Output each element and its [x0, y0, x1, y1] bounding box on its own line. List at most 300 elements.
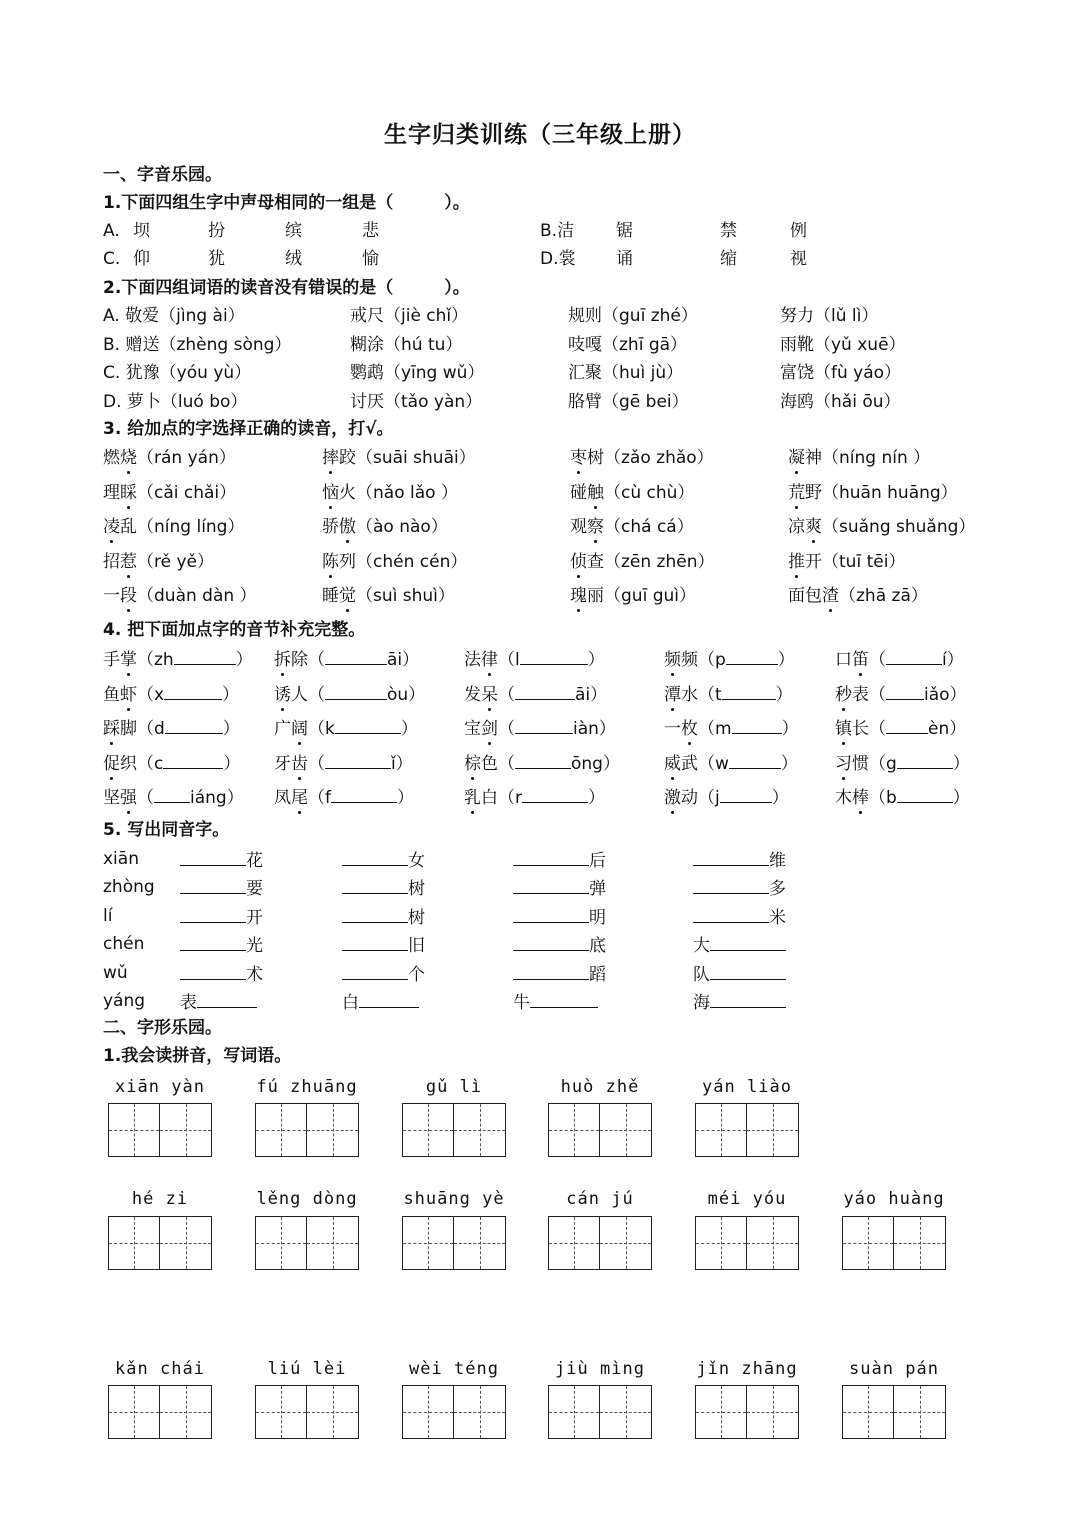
q4-answer-blank[interactable]	[886, 683, 924, 700]
q5-answer-blank[interactable]	[513, 906, 589, 923]
q1-option-cell: 缩	[720, 249, 737, 269]
q2-option-cell: 糊涂（hú tu）	[350, 334, 463, 355]
grid-guide-horizontal	[160, 1243, 211, 1244]
q4-suffix: iǎo）	[924, 684, 967, 705]
dotted-char: 掌	[120, 650, 137, 670]
dotted-char: 面	[788, 586, 805, 606]
q5-item	[180, 906, 263, 928]
q5-item	[180, 963, 263, 985]
pinyin-label: huò zhě	[560, 1077, 640, 1097]
q1-option-cell: 愉	[362, 249, 379, 269]
q4-prefix: （d	[137, 719, 165, 739]
pinyin-label: cán jú	[566, 1189, 634, 1209]
grid-square[interactable]	[256, 1104, 307, 1156]
q4-suffix: ）	[587, 650, 605, 670]
grid-guide-horizontal	[454, 1130, 505, 1131]
grid-square[interactable]	[403, 1104, 454, 1156]
dotted-char: 招	[103, 551, 120, 572]
writing-grid[interactable]	[108, 1385, 212, 1439]
q4-suffix: iáng）	[190, 788, 244, 808]
dotted-char: 凌	[103, 517, 120, 537]
pinyin-label: méi yóu	[707, 1189, 787, 1209]
grid-guide-horizontal	[843, 1243, 893, 1244]
dotted-char: 一	[664, 719, 681, 739]
writing-grid[interactable]	[695, 1103, 799, 1157]
grid-square[interactable]	[454, 1386, 505, 1438]
section-one-heading: 一、字音乐园。	[103, 165, 222, 185]
q3-item	[788, 552, 905, 572]
q4-item	[464, 648, 605, 670]
q4-prefix: （	[498, 684, 515, 705]
q4-item	[103, 648, 253, 670]
dotted-char: 鱼	[103, 684, 120, 705]
dotted-char: 睡	[322, 586, 339, 606]
q3-pinyin-options: （cù chù）	[604, 482, 695, 503]
q5-answer-blank[interactable]	[359, 991, 419, 1008]
grid-square[interactable]	[747, 1217, 798, 1269]
q3-word	[570, 517, 604, 537]
writing-grid[interactable]	[548, 1216, 652, 1270]
q4-word	[464, 685, 498, 705]
writing-grid[interactable]	[255, 1385, 359, 1439]
dotted-char: 凤	[274, 788, 291, 808]
grid-square[interactable]	[256, 1217, 307, 1269]
q5-item	[513, 963, 606, 985]
grid-square[interactable]	[454, 1104, 505, 1156]
pinyin-label: suàn pán	[849, 1359, 939, 1379]
char: 人	[291, 684, 308, 705]
q4-suffix: ）	[400, 719, 418, 739]
q4-suffix: ）	[588, 788, 605, 808]
q4-answer-blank[interactable]	[163, 752, 223, 769]
q5-answer-blank[interactable]	[710, 963, 786, 980]
q5-char: 明	[589, 907, 606, 928]
q4-prefix: （m	[698, 719, 732, 739]
q4-suffix: ）	[223, 753, 241, 774]
dotted-char: 拆	[274, 650, 291, 670]
q4-word	[103, 754, 137, 774]
q4-answer-blank[interactable]	[732, 717, 782, 734]
q4-word	[835, 650, 869, 670]
grid-square[interactable]	[160, 1386, 211, 1438]
q5-answer-blank[interactable]	[530, 991, 598, 1008]
q5-answer-blank[interactable]	[180, 849, 246, 866]
dotted-char: 强	[120, 788, 137, 808]
grid-square[interactable]	[256, 1386, 307, 1438]
q3-word	[788, 448, 822, 468]
q4-answer-blank[interactable]	[165, 717, 223, 734]
q2-option-cell: 戒尺（jiè chǐ）	[350, 306, 469, 326]
char: 色	[481, 753, 498, 774]
q3-word	[788, 517, 822, 537]
q5-char: 树	[408, 879, 425, 900]
q4-answer-blank[interactable]	[722, 683, 776, 700]
pinyin-label: lěng dòng	[256, 1189, 358, 1209]
grid-square[interactable]	[549, 1386, 600, 1438]
grid-square[interactable]	[109, 1104, 160, 1156]
q4-item	[274, 648, 419, 670]
q2-option-cell: 雨靴（yǔ xuē）	[780, 334, 906, 355]
q5-answer-blank[interactable]	[342, 849, 408, 866]
q5-answer-blank[interactable]	[513, 934, 589, 951]
q4-stem: 4. 把下面加点字的音节补充完整。	[103, 620, 366, 640]
writing-grid[interactable]	[402, 1103, 506, 1157]
q5-char: 要	[246, 879, 263, 900]
grid-guide-horizontal	[894, 1412, 945, 1413]
q4-word	[835, 754, 869, 774]
grid-square[interactable]	[600, 1217, 651, 1269]
writing-grid[interactable]	[695, 1385, 799, 1439]
char: 除	[291, 650, 308, 670]
q3-word	[570, 483, 604, 503]
q5-char: 海	[693, 993, 710, 1013]
q3-word	[322, 517, 356, 537]
grid-square[interactable]	[160, 1217, 211, 1269]
q4-answer-blank[interactable]	[520, 648, 588, 665]
q4-word	[274, 685, 308, 705]
q3-word	[103, 586, 137, 606]
q4-suffix: iàn）	[573, 719, 616, 739]
writing-grid[interactable]	[695, 1216, 799, 1270]
q5-item	[513, 877, 606, 899]
writing-grid[interactable]	[402, 1216, 506, 1270]
grid-guide-horizontal	[600, 1412, 651, 1413]
writing-grid[interactable]	[255, 1216, 359, 1270]
q3-item	[322, 586, 455, 606]
dotted-char: 棒	[852, 788, 869, 808]
q2-option-cell: 鹦鹉（yīng wǔ）	[350, 363, 485, 383]
char: 表	[852, 684, 869, 705]
q5-pinyin: yáng	[103, 991, 146, 1011]
dotted-char: 傲	[339, 517, 356, 537]
q5-answer-blank[interactable]	[710, 991, 786, 1008]
grid-square[interactable]	[549, 1217, 600, 1269]
q1-option-cell: 悲	[362, 221, 379, 241]
char: 野	[805, 482, 822, 503]
q3-pinyin-options: （níng nín ）	[822, 448, 931, 468]
q4-prefix: （c	[137, 753, 164, 774]
grid-square[interactable]	[454, 1217, 505, 1269]
q5-item	[693, 906, 786, 928]
grid-guide-horizontal	[843, 1412, 893, 1413]
q4-suffix: ōng）	[571, 753, 620, 774]
q3-pinyin-options: （suāi shuāi）	[356, 448, 476, 468]
char: 神	[805, 448, 822, 468]
grid-square[interactable]	[747, 1104, 798, 1156]
q4-item	[464, 717, 616, 739]
q4-suffix: āi）	[575, 684, 608, 705]
pinyin-label: shuāng yè	[403, 1189, 505, 1209]
q2-option-cell: 吱嘎（zhī gā）	[568, 334, 688, 355]
grid-square[interactable]	[696, 1217, 747, 1269]
q5-answer-blank[interactable]	[693, 906, 769, 923]
q1-option-cell: 视	[790, 249, 807, 269]
dotted-char: 乳	[464, 788, 481, 808]
grid-square[interactable]	[307, 1386, 358, 1438]
dotted-char: 秒	[835, 684, 852, 705]
q5-item	[342, 934, 425, 956]
q4-answer-blank[interactable]	[886, 717, 928, 734]
q5-item	[342, 991, 419, 1013]
dotted-char: 燃	[103, 448, 120, 468]
q3-word	[570, 552, 604, 572]
dotted-char: 木	[835, 788, 852, 808]
q4-answer-blank[interactable]	[515, 752, 571, 769]
q4-prefix: （	[869, 684, 886, 705]
grid-guide-horizontal	[696, 1243, 746, 1244]
q4-item	[664, 648, 795, 670]
q5-answer-blank[interactable]	[180, 934, 246, 951]
q3-pinyin-options: （duàn dàn ）	[137, 586, 257, 606]
q3-item	[103, 586, 257, 606]
q5-item	[693, 991, 786, 1013]
q5-item	[513, 849, 606, 871]
grid-square[interactable]	[843, 1386, 894, 1438]
grid-square[interactable]	[160, 1104, 211, 1156]
dotted-char: 潭	[664, 684, 681, 705]
dotted-char: 广	[274, 719, 291, 739]
dotted-char: 剑	[481, 719, 498, 739]
q4-suffix: ）	[397, 788, 414, 808]
q4-item	[464, 786, 605, 808]
q5-char: 树	[408, 907, 425, 928]
q3-word	[570, 586, 604, 606]
q4-answer-blank[interactable]	[720, 786, 772, 803]
q4-answer-blank[interactable]	[897, 786, 953, 803]
q4-item	[274, 717, 418, 739]
grid-square[interactable]	[307, 1217, 358, 1269]
grid-square[interactable]	[307, 1104, 358, 1156]
grid-square[interactable]	[843, 1217, 894, 1269]
dotted-char: 牙	[274, 753, 291, 774]
q5-item	[342, 963, 425, 985]
q4-prefix: （	[308, 650, 325, 670]
q3-item	[322, 517, 448, 537]
grid-square[interactable]	[403, 1386, 454, 1438]
q4-prefix: （x	[137, 684, 165, 705]
q5-char: 队	[693, 964, 710, 985]
dotted-char: 尾	[291, 788, 308, 808]
q4-answer-blank[interactable]	[154, 786, 190, 803]
dotted-char: 棕	[464, 753, 481, 774]
q5-item	[180, 877, 263, 899]
dotted-char: 宝	[464, 719, 481, 739]
q4-item	[464, 752, 620, 774]
char: 火	[339, 482, 356, 503]
q4-prefix: （	[308, 753, 325, 774]
writing-grid[interactable]	[842, 1216, 946, 1270]
q3-pinyin-options: （zēn zhēn）	[604, 551, 715, 572]
q4-answer-blank[interactable]	[164, 683, 222, 700]
grid-guide-horizontal	[696, 1412, 746, 1413]
q3-pinyin-options: （suì shuì）	[356, 586, 455, 606]
q3-item	[788, 586, 928, 606]
q4-word	[464, 788, 498, 808]
grid-guide-horizontal	[160, 1130, 211, 1131]
q5-answer-blank[interactable]	[342, 934, 408, 951]
writing-grid[interactable]	[108, 1216, 212, 1270]
grid-square[interactable]	[696, 1104, 747, 1156]
q4-answer-blank[interactable]	[174, 648, 236, 665]
grid-guide-horizontal	[109, 1243, 159, 1244]
q2-option-cell: C. 犹豫（yóu yù）	[103, 363, 252, 383]
q3-item	[570, 448, 714, 468]
grid-square[interactable]	[403, 1217, 454, 1269]
q4-prefix: （b	[869, 788, 897, 808]
grid-guide-horizontal	[549, 1412, 599, 1413]
q4-item	[664, 717, 799, 739]
q4-answer-blank[interactable]	[325, 648, 387, 665]
q5-answer-blank[interactable]	[180, 906, 246, 923]
q3-item	[570, 517, 694, 537]
q2-stem: 2.下面四组词语的读音没有错误的是（ ）。	[103, 278, 470, 298]
q1-option-cell: C.	[103, 249, 121, 269]
q3-pinyin-options: （chá cá）	[604, 517, 694, 537]
q5-item	[180, 934, 263, 956]
dotted-char: 包	[805, 586, 822, 606]
grid-square[interactable]	[894, 1386, 945, 1438]
q2-option-cell: 富饶（fù yáo）	[780, 363, 902, 383]
q1-option-cell: 诵	[616, 249, 633, 269]
q4-answer-blank[interactable]	[886, 648, 942, 665]
grid-square[interactable]	[894, 1217, 945, 1269]
q5-answer-blank[interactable]	[180, 877, 246, 894]
q5-char: 牛	[513, 993, 530, 1013]
dotted-char: 律	[481, 650, 498, 670]
q5-answer-blank[interactable]	[342, 877, 408, 894]
q4-prefix: （j	[698, 788, 720, 808]
char: 乱	[120, 517, 137, 537]
section-two-heading: 二、字形乐园。	[103, 1018, 222, 1038]
q2-option-cell: 规则（guī zhé）	[568, 306, 698, 326]
writing-grid[interactable]	[548, 1385, 652, 1439]
grid-square[interactable]	[109, 1386, 160, 1438]
q4-item	[664, 683, 793, 705]
q5-pinyin: wǔ	[103, 962, 128, 983]
q5-answer-blank[interactable]	[513, 963, 589, 980]
dotted-char: 镇	[835, 719, 852, 739]
q4-answer-blank[interactable]	[331, 786, 397, 803]
q3-word	[103, 552, 137, 572]
writing-grid[interactable]	[402, 1385, 506, 1439]
q4-answer-blank[interactable]	[335, 717, 401, 734]
q5-answer-blank[interactable]	[693, 877, 769, 894]
q3-item	[570, 586, 696, 606]
q5-answer-blank[interactable]	[342, 963, 408, 980]
q1-option-cell: 缤	[285, 221, 302, 241]
q5-answer-blank[interactable]	[513, 849, 589, 866]
writing-grid[interactable]	[548, 1103, 652, 1157]
grid-square[interactable]	[600, 1104, 651, 1156]
q4-item	[835, 752, 970, 774]
q3-pinyin-options: （zǎo zhǎo）	[604, 448, 714, 468]
dotted-char: 频	[664, 650, 681, 670]
q4-answer-blank[interactable]	[729, 752, 781, 769]
q4-answer-blank[interactable]	[726, 648, 778, 665]
q5-stem: 5. 写出同音字。	[103, 820, 230, 840]
q4-suffix: ）	[781, 719, 799, 739]
dotted-char: 凝	[788, 448, 805, 468]
q4-answer-blank[interactable]	[325, 683, 387, 700]
q4-suffix: ）	[775, 684, 793, 705]
q5-char: 花	[246, 851, 263, 871]
q4-word	[103, 650, 137, 670]
dotted-char: 侦	[570, 551, 587, 572]
grid-guide-horizontal	[403, 1243, 453, 1244]
q4-answer-blank[interactable]	[515, 683, 575, 700]
q4-word	[103, 685, 137, 705]
pinyin-label: fú zhuāng	[256, 1077, 358, 1097]
q3-pinyin-options: （níng líng）	[137, 517, 245, 537]
writing-grid[interactable]	[108, 1103, 212, 1157]
q5-answer-blank[interactable]	[513, 877, 589, 894]
q5-answer-blank[interactable]	[710, 934, 786, 951]
q4-answer-blank[interactable]	[897, 752, 953, 769]
q4-prefix: （	[308, 684, 325, 705]
pinyin-label: wèi téng	[409, 1359, 499, 1379]
q5-char: 开	[246, 907, 263, 928]
grid-guide-horizontal	[600, 1243, 651, 1244]
dotted-char: 惹	[120, 551, 137, 572]
q4-prefix: （	[498, 753, 515, 774]
q5-answer-blank[interactable]	[197, 991, 257, 1008]
q4-item	[274, 683, 425, 705]
dotted-char: 推	[788, 551, 805, 572]
q4-answer-blank[interactable]	[515, 717, 573, 734]
grid-square[interactable]	[109, 1217, 160, 1269]
q4-prefix: （	[137, 788, 154, 808]
char: 丽	[587, 586, 604, 606]
q2-option-cell: B. 赠送（zhèng sòng）	[103, 334, 292, 355]
q4-word	[274, 788, 308, 808]
grid-guide-horizontal	[454, 1243, 505, 1244]
writing-grid[interactable]	[255, 1103, 359, 1157]
q5-answer-blank[interactable]	[693, 849, 769, 866]
q5-item	[693, 963, 786, 985]
grid-guide-horizontal	[403, 1412, 453, 1413]
dotted-char: 齿	[291, 753, 308, 774]
dotted-char: 睬	[120, 482, 137, 503]
q4-item	[274, 752, 413, 774]
char: 武	[681, 753, 698, 774]
q5-answer-blank[interactable]	[342, 906, 408, 923]
q4-word	[274, 650, 308, 670]
grid-square[interactable]	[600, 1386, 651, 1438]
dotted-char: 诱	[274, 684, 291, 705]
q4-word	[464, 719, 498, 739]
q4-item	[835, 683, 967, 705]
q4-answer-blank[interactable]	[325, 752, 391, 769]
grid-guide-horizontal	[256, 1130, 306, 1131]
q3-word	[322, 552, 356, 572]
q5-answer-blank[interactable]	[180, 963, 246, 980]
q4-answer-blank[interactable]	[522, 786, 588, 803]
grid-square[interactable]	[549, 1104, 600, 1156]
q3-pinyin-options: （rě yě）	[137, 551, 214, 572]
char: 开	[805, 551, 822, 572]
q5-char: 光	[246, 936, 263, 957]
grid-square[interactable]	[747, 1386, 798, 1438]
q5-char: 女	[408, 851, 425, 871]
q4-word	[274, 719, 308, 739]
writing-grid[interactable]	[842, 1385, 946, 1439]
grid-guide-horizontal	[600, 1130, 651, 1131]
q3-word	[103, 448, 137, 468]
q3-word	[570, 448, 604, 468]
q2-option-cell: 汇聚（huì jù）	[568, 363, 684, 383]
grid-square[interactable]	[696, 1386, 747, 1438]
pinyin-label: yán liào	[702, 1077, 792, 1097]
